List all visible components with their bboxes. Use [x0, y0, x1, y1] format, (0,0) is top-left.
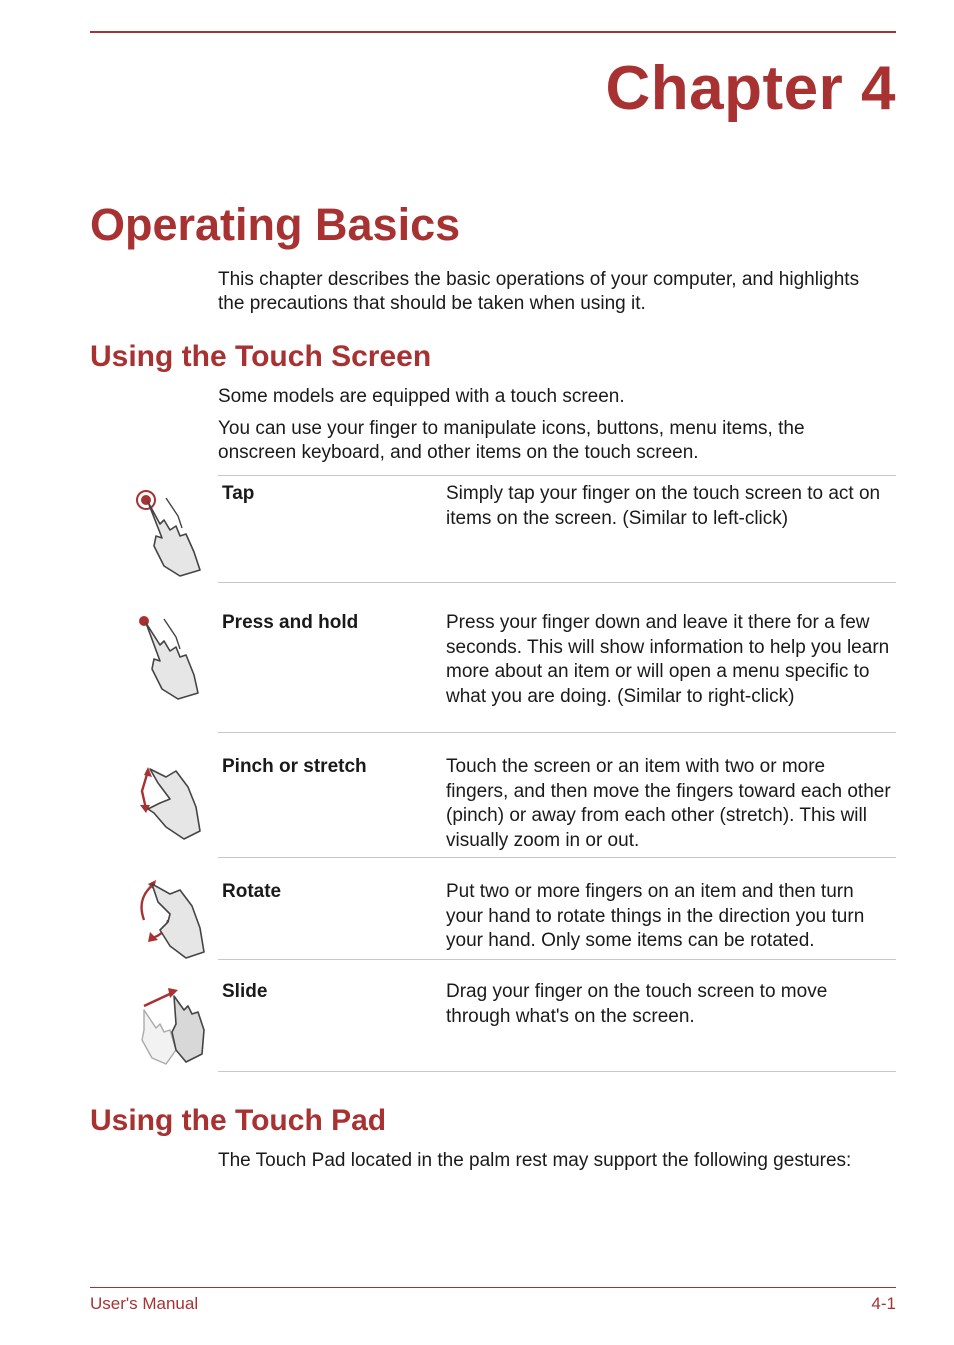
gesture-name: Pinch or stretch	[222, 756, 367, 777]
gesture-name: Slide	[222, 981, 268, 1002]
pinch-stretch-gesture-icon	[130, 747, 214, 847]
gesture-table	[130, 475, 896, 1072]
gesture-description: Simply tap your finger on the touch screen to act on items on the screen. (Similar to left-click)	[446, 483, 881, 529]
rotate-gesture-icon	[130, 872, 214, 972]
intro-paragraph: This chapter describes the basic operations of your computer, and highlights the precautions that should be taken when using it.	[218, 269, 860, 314]
gesture-description: Touch the screen or an item with two or more fingers, and then move the fingers toward each other (pinch) or away from each other (stretch). This will visually zoom in or out.	[446, 756, 891, 851]
tap-gesture-icon	[130, 480, 214, 580]
press-hold-gesture-icon	[130, 605, 214, 705]
page-title: Operating Basics	[90, 199, 461, 250]
gesture-row-pinch-or-stretch	[218, 732, 896, 857]
touch-screen-paragraph-2: You can use your finger to manipulate icons, buttons, menu items, the onscreen keyboard, and other items on the touch screen.	[218, 418, 805, 463]
section-heading-touch-screen: Using the Touch Screen	[90, 340, 432, 373]
gesture-description: Put two or more fingers on an item and then turn your hand to rotate things in the direction you turn your hand. Only some items can be rotated.	[446, 881, 865, 951]
page-number: 4-1	[871, 1294, 896, 1313]
gesture-description: Press your finger down and leave it there for a few seconds. This will show information to help you learn more about an item or will open a menu specific to what you are doing. (Similar to right-click)	[446, 612, 890, 707]
slide-gesture-icon	[130, 980, 214, 1080]
section-heading-touch-pad: Using the Touch Pad	[90, 1104, 387, 1137]
touch-screen-paragraph-1: Some models are equipped with a touch screen.	[218, 386, 625, 407]
gesture-row-slide	[218, 959, 896, 1072]
header-rule	[90, 31, 896, 33]
touch-pad-paragraph: The Touch Pad located in the palm rest may support the following gestures:	[218, 1150, 852, 1171]
footer-manual-label: User's Manual	[90, 1294, 199, 1313]
gesture-row-tap	[218, 475, 896, 582]
gesture-row-press-and-hold	[218, 582, 896, 732]
gesture-row-rotate	[218, 857, 896, 959]
gesture-name: Rotate	[222, 881, 282, 902]
gesture-name: Tap	[222, 483, 255, 504]
gesture-name: Press and hold	[222, 612, 359, 633]
gesture-description: Drag your finger on the touch screen to move through what's on the screen.	[446, 981, 828, 1027]
chapter-label: Chapter 4	[605, 54, 896, 123]
footer-rule	[90, 1287, 896, 1288]
